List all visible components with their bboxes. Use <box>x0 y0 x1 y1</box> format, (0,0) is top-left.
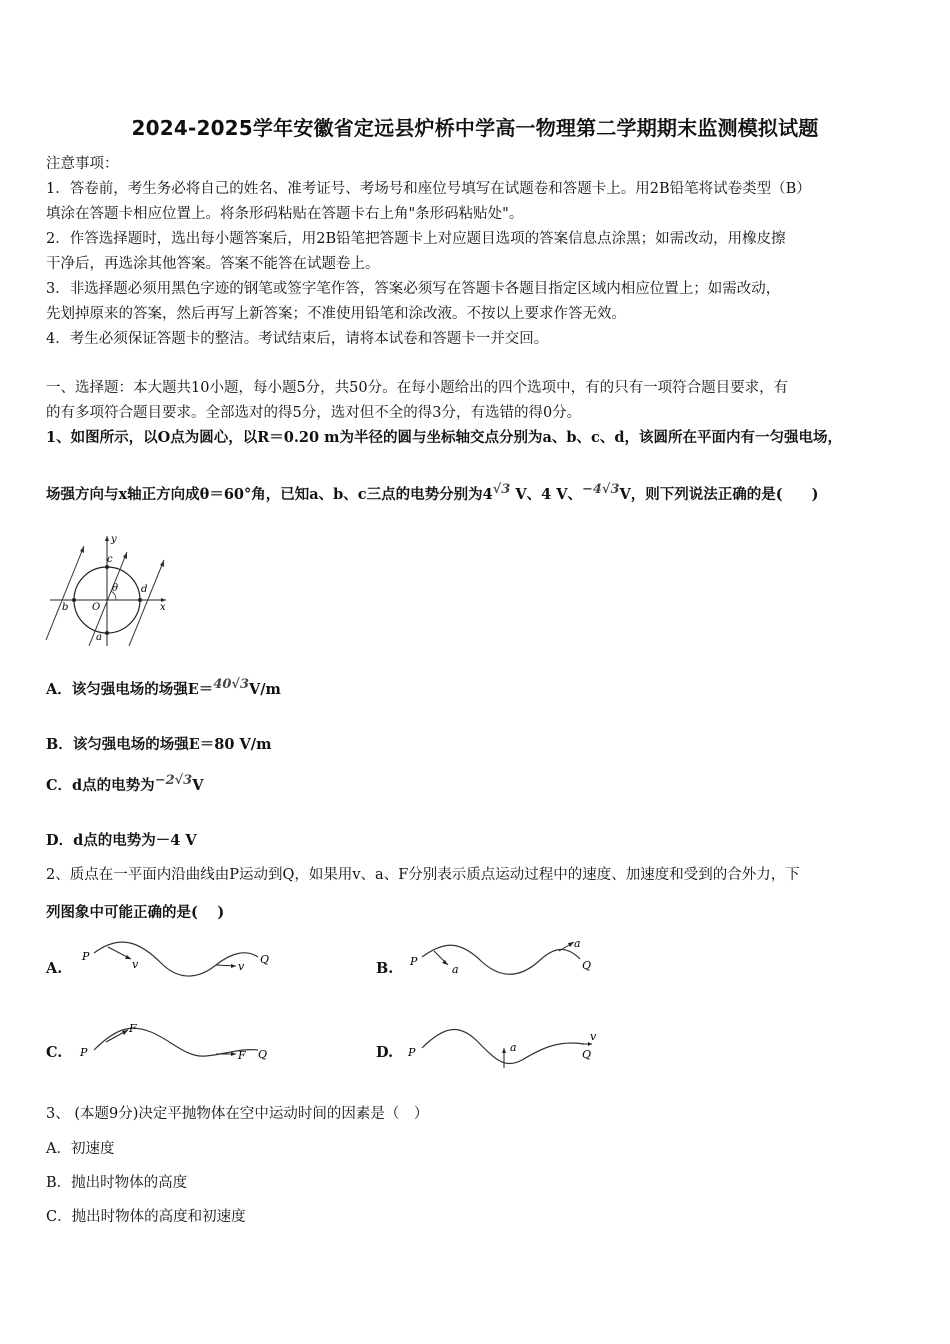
q2-option-d-label: D. <box>376 1044 394 1061</box>
option-a-value: 40√3 <box>213 677 249 692</box>
q3-stem: 3、 (本题9分)决定平抛物体在空中运动时间的因素是（ ） <box>46 1106 429 1122</box>
q1-option-a <box>46 677 281 699</box>
label-q: Q <box>258 1048 268 1061</box>
label-p: P <box>82 950 90 963</box>
label-a: a <box>452 963 459 976</box>
q2-option-a-figure <box>76 935 276 985</box>
exam-title: 2024-2025学年安徽省定远县炉桥中学高一物理第二学期期末监测模拟试题 <box>131 116 819 140</box>
label-q: Q <box>260 953 270 966</box>
q1-sqrt-value: √3 <box>492 482 511 497</box>
q3-option-c: C．抛出时物体的高度和初速度 <box>46 1209 246 1225</box>
label-q: Q <box>582 959 592 972</box>
q2-option-a-label: A. <box>46 960 63 977</box>
q2-option-c-figure <box>76 1018 276 1068</box>
label-v: v <box>238 960 245 973</box>
notice-line: 1．答卷前，考生务必将自己的姓名、准考证号、考场号和座位号填写在试题卷和答题卡上。用2B铅笔将试卷类型（B） <box>46 181 811 197</box>
notice-heading: 注意事项： <box>46 156 119 172</box>
label-p: P <box>408 1046 416 1059</box>
label-v: v <box>590 1030 597 1043</box>
q3-option-b: B．抛出时物体的高度 <box>46 1175 188 1191</box>
label-q: Q <box>582 1048 592 1061</box>
figure-label-b: b <box>62 602 69 613</box>
option-c-unit: V <box>192 777 204 794</box>
label-f: F <box>238 1049 246 1062</box>
q1-option-d: D．d点的电势为－4 V <box>46 832 197 849</box>
notice-line: 4．考生必须保证答题卡的整洁。考试结束后，请将本试卷和答题卡一并交回。 <box>46 331 549 347</box>
label-a: a <box>510 1041 517 1054</box>
q2-stem-line2: 列图象中可能正确的是( ) <box>46 904 225 921</box>
q1-option-c <box>46 773 203 795</box>
q1-stem: 1、如图所示，以O点为圆心，以R＝0.20 m为半径的圆与坐标轴交点分别为a、b、c、d，该圆所在平面内有一匀强电场， <box>46 429 842 446</box>
figure-label-d: d <box>141 584 148 595</box>
q1-text: V，则下列说法正确的是( ) <box>619 486 819 503</box>
label-f: F <box>129 1022 137 1035</box>
q2-option-b-label: B. <box>376 960 394 977</box>
option-c-value: −2√3 <box>154 773 193 788</box>
figure-label-x: x <box>160 602 166 613</box>
q3-option-a: A．初速度 <box>46 1141 115 1157</box>
q1-stem-line2 <box>46 482 819 504</box>
label-p: P <box>80 1046 88 1059</box>
q1-circle-figure <box>44 530 174 648</box>
section-header: 一、选择题：本大题共10小题，每小题5分，共50分。在每小题给出的四个选项中，有的只有一项符合题目要求，有 <box>46 380 789 396</box>
q2-option-c-label: C. <box>46 1044 63 1061</box>
option-a-unit: V/m <box>249 681 281 698</box>
notice-line: 2．作答选择题时，选出每小题答案后，用2B铅笔把答题卡上对应题目选项的答案信息点涂黑；如需改动，用橡皮擦 <box>46 231 786 247</box>
figure-label-theta: θ <box>112 583 119 594</box>
q2-option-d-figure <box>404 1018 604 1074</box>
option-c-text: C．d点的电势为 <box>46 777 155 794</box>
figure-label-c: c <box>107 554 113 565</box>
section-header: 的有多项符合题目要求。全部选对的得5分，选对但不全的得3分，有选错的得0分。 <box>46 405 582 421</box>
notice-line: 填涂在答题卡相应位置上。将条形码粘贴在答题卡右上角"条形码粘贴处"。 <box>46 206 524 222</box>
label-p: P <box>410 955 418 968</box>
figure-label-a: a <box>96 632 102 643</box>
q1-sqrt-value: −4√3 <box>581 482 620 497</box>
option-a-text: A．该匀强电场的场强E＝ <box>46 681 214 698</box>
notice-line: 干净后，再选涂其他答案。答案不能答在试题卷上。 <box>46 256 380 272</box>
label-a: a <box>574 937 581 950</box>
q1-text: V、4 V、 <box>510 486 582 503</box>
q1-option-b: B．该匀强电场的场强E＝80 V/m <box>46 736 272 753</box>
notice-line: 3．非选择题必须用黑色字迹的钢笔或签字笔作答，答案必须写在答题卡各题目指定区域内相应位置上；如需改动， <box>46 281 781 297</box>
figure-label-o: O <box>92 602 101 613</box>
label-v: v <box>132 958 139 971</box>
q1-text: 场强方向与x轴正方向成θ＝60°角，已知a、b、c三点的电势分别为4 <box>46 486 493 503</box>
q2-option-b-figure <box>404 935 604 985</box>
notice-line: 先划掉原来的答案，然后再写上新答案；不准使用铅笔和涂改液。不按以上要求作答无效。 <box>46 306 626 322</box>
figure-label-y: y <box>111 534 117 545</box>
q2-stem: 2、质点在一平面内沿曲线由P运动到Q，如果用v、a、F分别表示质点运动过程中的速度、加速度和受到的合外力，下 <box>46 867 800 883</box>
